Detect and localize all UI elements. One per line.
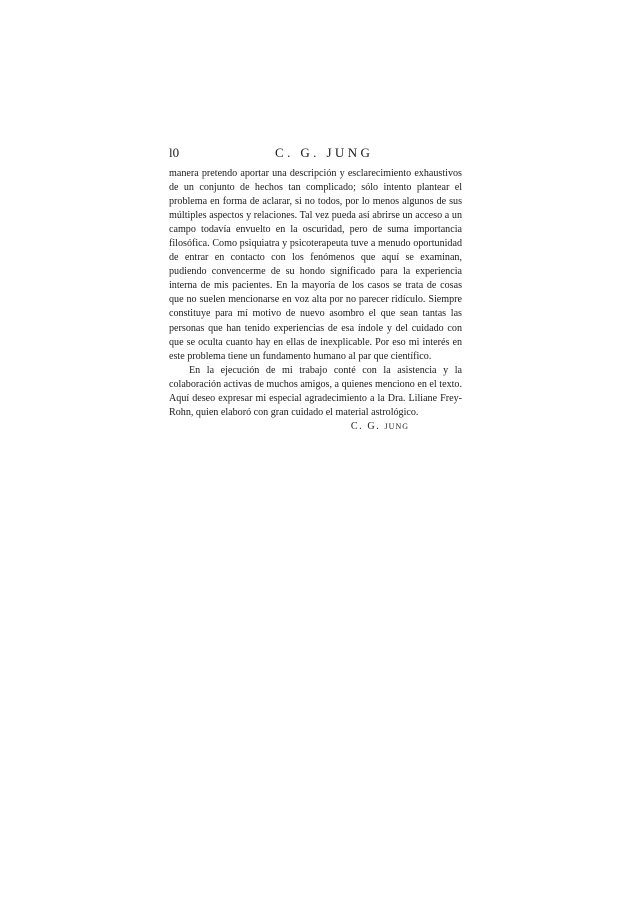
signature-surname: JUNG bbox=[384, 421, 409, 431]
page-number: l0 bbox=[169, 145, 180, 160]
paragraph-1: manera pretendo aportar una descripción y esclarecimiento exhaustivos de un conjunto de hechos tan complicado; sólo intento plantear el problema en forma de aclarar, si no todos, por lo menos algunos de sus múltiples aspectos y relaciones. Tal vez pueda así abrirse un acceso a un campo todavía envuelto en la oscuridad, pero de suma importancia filosófica. Como psiquiatra y psicoterapeuta tuve a menudo oportunidad de entrar en contacto con los fenómenos que aquí se examinan, pudiendo convencerme de su hondo significado para la experiencia interna de mis pacientes. En la mayoría de los casos se trata de cosas que no suelen mencionarse en voz alta por no parecer ridículo. Siempre constituye para mí motivo de nuevo asombro el que sean tantas las personas que han tenido experiencias de esa índole y del cuidado con que se oculta cuanto hay en ellas de inexplicable. Por eso mi interés en este problema tiene un fundamento humano al par que científico. bbox=[169, 168, 462, 362]
book-page bbox=[169, 144, 462, 434]
page-header bbox=[169, 144, 462, 162]
running-head: C. G. JUNG bbox=[275, 145, 374, 160]
body-text bbox=[169, 167, 462, 420]
signature bbox=[169, 420, 409, 434]
signature-initials: C. G. bbox=[350, 420, 381, 432]
paragraph-2: En la ejecución de mi trabajo conté con la asistencia y la colaboración activas de muchos amigos, a quienes menciono en el texto. Aquí deseo expresar mi especial agradecimiento a la Dra. Liliane Frey-Rohn, quien elaboró con gran cuidado el material astrológico. bbox=[169, 364, 462, 418]
